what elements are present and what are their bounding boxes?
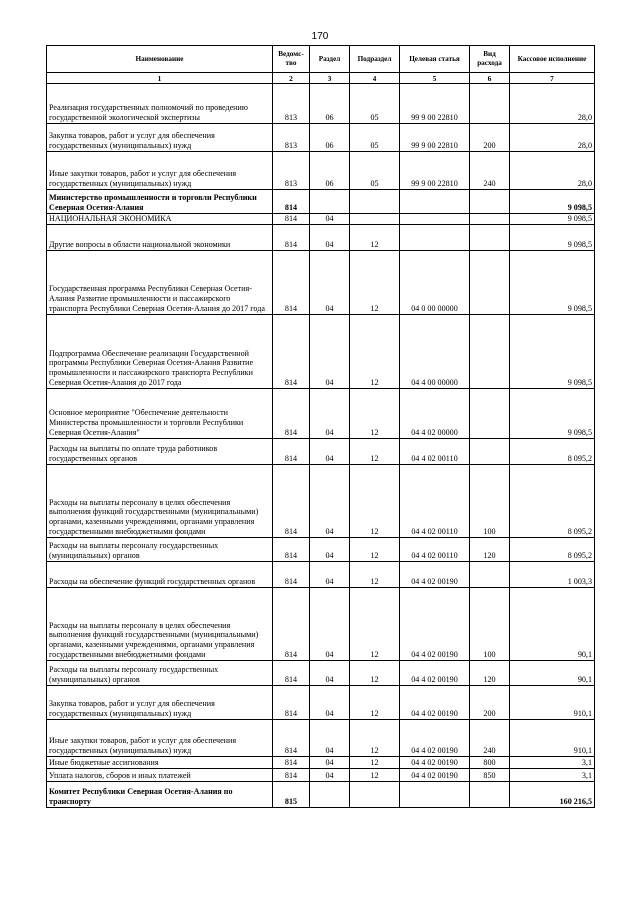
- row-name: Расходы на выплаты по оплате труда работников государственных органов: [47, 439, 273, 465]
- header-section: Раздел: [310, 46, 350, 73]
- table-row: [47, 562, 595, 588]
- row-subsection: [350, 190, 400, 214]
- row-subsection: 12: [350, 225, 400, 251]
- row-section: 04: [310, 315, 350, 389]
- row-subsection: 12: [350, 389, 400, 439]
- row-dept: 814: [273, 757, 310, 769]
- row-name: Подпрограмма Обеспечение реализации Государственной программы Республики Северная Осетия-Алания Развитие промышленности и пассажирского транспорта Республики Северная Осетия-Алания до 2017 года: [47, 315, 273, 389]
- row-target: 04 4 02 00190: [400, 720, 470, 757]
- table-row: [47, 686, 595, 720]
- row-dept: 814: [273, 465, 310, 538]
- row-dept: 814: [273, 562, 310, 588]
- row-subsection: [350, 214, 400, 225]
- row-target: 04 4 02 00190: [400, 686, 470, 720]
- column-number: 1: [47, 73, 273, 84]
- row-name: Уплата налогов, сборов и иных платежей: [47, 769, 273, 782]
- row-type: [470, 251, 510, 315]
- row-subsection: 05: [350, 84, 400, 124]
- row-amount: 160 216,5: [510, 782, 595, 808]
- row-type: 200: [470, 686, 510, 720]
- row-section: 04: [310, 769, 350, 782]
- row-type: [470, 562, 510, 588]
- row-name: Государственная программа Республики Северная Осетия-Алания Развитие промышленности и пассажирского транспорта Республики Северная Осетия-Алания до 2017 года: [47, 251, 273, 315]
- row-type: 100: [470, 465, 510, 538]
- row-section: 04: [310, 720, 350, 757]
- row-dept: 814: [273, 769, 310, 782]
- table-row: [47, 152, 595, 190]
- row-name: Реализация государственных полномочий по проведению государственной экологической экспертизы: [47, 84, 273, 124]
- row-name: Закупка товаров, работ и услуг для обеспечения государственных (муниципальных) нужд: [47, 686, 273, 720]
- row-dept: 814: [273, 225, 310, 251]
- row-section: 04: [310, 757, 350, 769]
- header-row: [47, 46, 595, 73]
- row-dept: 813: [273, 84, 310, 124]
- column-number: 4: [350, 73, 400, 84]
- column-number: 6: [470, 73, 510, 84]
- row-amount: 1 003,3: [510, 562, 595, 588]
- column-number: 2: [273, 73, 310, 84]
- row-section: [310, 782, 350, 808]
- row-target: 04 4 02 00110: [400, 439, 470, 465]
- row-amount: 9 098,5: [510, 190, 595, 214]
- row-section: 06: [310, 152, 350, 190]
- row-name: Закупка товаров, работ и услуг для обеспечения государственных (муниципальных) нужд: [47, 124, 273, 152]
- row-type: 240: [470, 152, 510, 190]
- row-type: [470, 214, 510, 225]
- row-subsection: 12: [350, 757, 400, 769]
- table-row: [47, 251, 595, 315]
- row-section: 04: [310, 588, 350, 661]
- row-amount: 3,1: [510, 757, 595, 769]
- row-target: 04 4 02 00110: [400, 538, 470, 562]
- row-dept: 815: [273, 782, 310, 808]
- row-subsection: 12: [350, 315, 400, 389]
- row-target: 04 4 02 00000: [400, 389, 470, 439]
- row-dept: 814: [273, 214, 310, 225]
- row-name: Расходы на выплаты персоналу в целях обеспечения выполнения функций государственными (муниципальными) органами, казенными учреждениями, органами управления государственными внебюджетными фондами: [47, 465, 273, 538]
- row-type: [470, 225, 510, 251]
- row-name: НАЦИОНАЛЬНАЯ ЭКОНОМИКА: [47, 214, 273, 225]
- row-target: 04 4 02 00190: [400, 757, 470, 769]
- row-section: [310, 190, 350, 214]
- column-number: 7: [510, 73, 595, 84]
- row-subsection: 05: [350, 152, 400, 190]
- row-subsection: 12: [350, 769, 400, 782]
- row-section: 04: [310, 389, 350, 439]
- column-number: 3: [310, 73, 350, 84]
- table-row: [47, 190, 595, 214]
- table-row: [47, 538, 595, 562]
- row-type: [470, 782, 510, 808]
- row-dept: 814: [273, 686, 310, 720]
- row-section: 04: [310, 562, 350, 588]
- row-subsection: 12: [350, 251, 400, 315]
- row-name: Расходы на выплаты персоналу государственных (муниципальных) органов: [47, 538, 273, 562]
- header-amount: Кассовое исполнение: [510, 46, 595, 73]
- row-type: 850: [470, 769, 510, 782]
- row-type: [470, 389, 510, 439]
- row-subsection: 12: [350, 720, 400, 757]
- row-dept: 813: [273, 124, 310, 152]
- row-target: 04 4 02 00190: [400, 588, 470, 661]
- row-subsection: [350, 782, 400, 808]
- row-amount: 3,1: [510, 769, 595, 782]
- row-target: 99 9 00 22810: [400, 124, 470, 152]
- table-row: [47, 124, 595, 152]
- table-row: [47, 439, 595, 465]
- row-section: 06: [310, 84, 350, 124]
- row-subsection: 12: [350, 465, 400, 538]
- column-number: 5: [400, 73, 470, 84]
- row-subsection: 12: [350, 686, 400, 720]
- row-section: 04: [310, 214, 350, 225]
- row-subsection: 12: [350, 562, 400, 588]
- header-subsection: Подраздел: [350, 46, 400, 73]
- row-type: 800: [470, 757, 510, 769]
- row-dept: 814: [273, 538, 310, 562]
- row-amount: 28,0: [510, 152, 595, 190]
- row-subsection: 05: [350, 124, 400, 152]
- row-type: 120: [470, 538, 510, 562]
- table-row: [47, 769, 595, 782]
- row-name: Расходы на выплаты персоналу в целях обеспечения выполнения функций государственными (муниципальными) органами, казенными учреждениями, органами управления государственными внебюджетными фондами: [47, 588, 273, 661]
- row-dept: 814: [273, 720, 310, 757]
- row-type: [470, 315, 510, 389]
- row-name: Другие вопросы в области национальной экономики: [47, 225, 273, 251]
- row-section: 06: [310, 124, 350, 152]
- row-name: Комитет Республики Северная Осетия-Алания по транспорту: [47, 782, 273, 808]
- row-name: Иные закупки товаров, работ и услуг для обеспечения государственных (муниципальных) нужд: [47, 720, 273, 757]
- table-row: [47, 465, 595, 538]
- table-row: [47, 225, 595, 251]
- row-amount: 9 098,5: [510, 251, 595, 315]
- row-amount: 8 095,2: [510, 439, 595, 465]
- row-dept: 814: [273, 315, 310, 389]
- row-target: [400, 782, 470, 808]
- table-row: [47, 757, 595, 769]
- row-target: 04 0 00 00000: [400, 251, 470, 315]
- row-amount: 9 098,5: [510, 315, 595, 389]
- row-type: [470, 190, 510, 214]
- row-amount: 9 098,5: [510, 225, 595, 251]
- header-target: Целевая статья: [400, 46, 470, 73]
- table-row: [47, 661, 595, 686]
- row-section: 04: [310, 225, 350, 251]
- row-subsection: 12: [350, 588, 400, 661]
- row-target: 04 4 00 00000: [400, 315, 470, 389]
- row-amount: 910,1: [510, 686, 595, 720]
- row-amount: 90,1: [510, 588, 595, 661]
- row-dept: 814: [273, 190, 310, 214]
- table-header: [47, 46, 595, 84]
- row-target: 99 9 00 22810: [400, 84, 470, 124]
- row-target: [400, 190, 470, 214]
- table-row: [47, 315, 595, 389]
- row-section: 04: [310, 538, 350, 562]
- table-row: [47, 84, 595, 124]
- row-dept: 814: [273, 389, 310, 439]
- row-name: Расходы на выплаты персоналу государственных (муниципальных) органов: [47, 661, 273, 686]
- row-target: 04 4 02 00190: [400, 661, 470, 686]
- row-name: Расходы на обеспечение функций государственных органов: [47, 562, 273, 588]
- budget-table: [46, 45, 595, 808]
- row-subsection: 12: [350, 661, 400, 686]
- row-subsection: 12: [350, 439, 400, 465]
- row-amount: 90,1: [510, 661, 595, 686]
- page-number: 170: [311, 31, 329, 42]
- row-amount: 8 095,2: [510, 538, 595, 562]
- row-target: [400, 225, 470, 251]
- row-target: 04 4 02 00190: [400, 769, 470, 782]
- row-name: Иные закупки товаров, работ и услуг для обеспечения государственных (муниципальных) нужд: [47, 152, 273, 190]
- row-amount: 9 098,5: [510, 389, 595, 439]
- row-amount: 9 098,5: [510, 214, 595, 225]
- row-type: 200: [470, 124, 510, 152]
- row-name: Иные бюджетные ассигнования: [47, 757, 273, 769]
- row-target: 99 9 00 22810: [400, 152, 470, 190]
- row-section: 04: [310, 661, 350, 686]
- row-dept: 813: [273, 152, 310, 190]
- header-type: Вид расхода: [470, 46, 510, 73]
- row-section: 04: [310, 439, 350, 465]
- table-row: [47, 214, 595, 225]
- row-dept: 814: [273, 588, 310, 661]
- row-target: [400, 214, 470, 225]
- row-dept: 814: [273, 439, 310, 465]
- table-row: [47, 782, 595, 808]
- row-amount: 910,1: [510, 720, 595, 757]
- header-dept: Ведомс-тво: [273, 46, 310, 73]
- row-amount: 28,0: [510, 124, 595, 152]
- row-amount: 28,0: [510, 84, 595, 124]
- table-row: [47, 720, 595, 757]
- row-amount: 8 095,2: [510, 465, 595, 538]
- row-target: 04 4 02 00190: [400, 562, 470, 588]
- table-row: [47, 588, 595, 661]
- column-number-row: [47, 73, 595, 84]
- row-section: 04: [310, 465, 350, 538]
- row-type: 240: [470, 720, 510, 757]
- row-section: 04: [310, 251, 350, 315]
- row-subsection: 12: [350, 538, 400, 562]
- row-type: [470, 439, 510, 465]
- row-dept: 814: [273, 661, 310, 686]
- row-section: 04: [310, 686, 350, 720]
- table-body: [47, 84, 595, 808]
- row-dept: 814: [273, 251, 310, 315]
- row-name: Основное мероприятие "Обеспечение деятельности Министерства промышленности и торговли Республики Северная Осетия-Алания": [47, 389, 273, 439]
- row-type: 100: [470, 588, 510, 661]
- table-row: [47, 389, 595, 439]
- row-target: 04 4 02 00110: [400, 465, 470, 538]
- row-type: [470, 84, 510, 124]
- row-name: Министерство промышленности и торговли Республики Северная Осетия-Алания: [47, 190, 273, 214]
- header-name: Наименование: [47, 46, 273, 73]
- row-type: 120: [470, 661, 510, 686]
